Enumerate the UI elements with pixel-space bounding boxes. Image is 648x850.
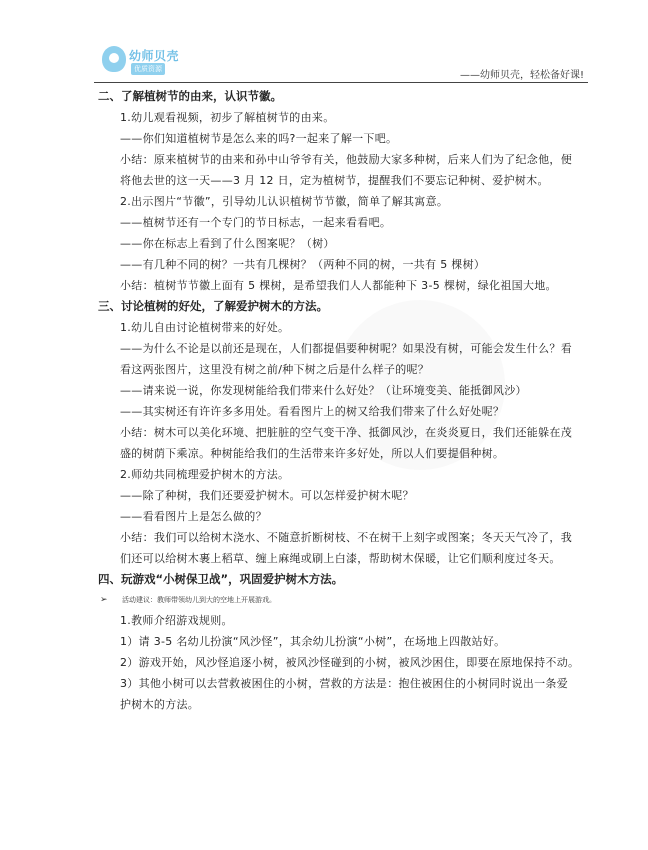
paragraph-line: 小结：我们可以给树木浇水、不随意折断树枝、不在树干上刻字或图案；冬天天气冷了，我 (120, 531, 572, 544)
paragraph-line: ——有几种不同的树？一共有几棵树？（两种不同的树，一共有 5 棵树） (120, 258, 486, 271)
paragraph-line: 盛的树荫下乘凉。种树能给我们的生活带来许多好处，所以人们要提倡种树。 (120, 447, 505, 460)
paragraph-line: 2）游戏开始，风沙怪追逐小树，被风沙怪碰到的小树，被风沙困住，即要在原地保持不动。 (120, 656, 580, 669)
shell-logo-icon (102, 46, 126, 72)
paragraph-line: 1）请 3-5 名幼儿扮演“风沙怪”，其余幼儿扮演“小树”，在场地上四散站好。 (120, 635, 506, 648)
paragraph-line: 看这两张图片，这里没有树之前/种下树之后是什么样子的呢？ (120, 363, 430, 376)
paragraph-line: 们还可以给树木裹上稻草、缠上麻绳或刷上白漆，帮助树木保暖，让它们顺利度过冬天。 (120, 552, 561, 565)
paragraph-line: 1.教师介绍游戏规则。 (120, 614, 233, 627)
paragraph-line: ——看看图片上是怎么做的？ (120, 510, 267, 523)
header-divider (94, 82, 588, 83)
section-heading: 四、玩游戏“小树保卫战”，巩固爱护树木方法。 (98, 572, 344, 586)
paragraph-line: 1.幼儿观看视频，初步了解植树节的由来。 (120, 111, 335, 124)
paragraph-line: ——请来说一说，你发现树能给我们带来什么好处？（让环境变美、能抵御风沙） (120, 384, 527, 397)
logo-name: 幼师贝壳 (129, 49, 180, 63)
logo (102, 46, 184, 76)
paragraph-line: ——植树节还有一个专门的节日标志，一起来看看吧。 (120, 216, 392, 229)
paragraph-line: ——你在标志上看到了什么图案呢？（树） (120, 237, 335, 250)
section-heading: 二、了解植树节的由来，认识节徽。 (98, 89, 282, 103)
paragraph-line: ——为什么不论是以前还是现在，人们都提倡要种树呢？如果没有树，可能会发生什么？看 (120, 342, 572, 355)
paragraph-line: 小结：树木可以美化环境、把脏脏的空气变干净、抵御风沙，在炎炎夏日，我们还能躲在茂 (120, 426, 572, 439)
logo-subtitle: 优质资源 (131, 63, 165, 75)
paragraph-line: 3）其他小树可以去营救被困住的小树，营救的方法是：抱住被困住的小树同时说出一条爱 (120, 677, 568, 690)
paragraph-line: ——其实树还有许许多多用处。看看图片上的树又给我们带来了什么好处呢？ (120, 405, 505, 418)
paragraph-line: ——你们知道植树节是怎么来的吗?一起来了解一下吧。 (120, 132, 398, 145)
paragraph-line: 2.出示图片“节徽”，引导幼儿认识植树节节徽，简单了解其寓意。 (120, 195, 449, 208)
paragraph-line: 1.幼儿自由讨论植树带来的好处。 (120, 321, 290, 334)
paragraph-line: 小结：原来植树节的由来和孙中山爷爷有关，他鼓励大家多种树，后来人们为了纪念他，便 (120, 153, 572, 166)
paragraph-line: ——除了种树，我们还要爱护树木。可以怎样爱护树木呢？ (120, 489, 414, 502)
paragraph-line: 将他去世的这一天——3 月 12 日，定为植树节，提醒我们不要忘记种树、爱护树木。 (120, 174, 549, 187)
arrow-bullet-icon: ➢ (100, 595, 108, 605)
activity-tip-text: 活动建议：教师带领幼儿到大的空地上开展游戏。 (122, 596, 276, 604)
paragraph-line: 护树木的方法。 (120, 698, 200, 711)
header-slogan: ——幼师贝壳，轻松备好课! (459, 70, 584, 81)
section-heading: 三、讨论植树的好处，了解爱护树木的方法。 (98, 299, 328, 313)
paragraph-line: 2.师幼共同梳理爱护树木的方法。 (120, 468, 290, 481)
document-body (98, 86, 586, 715)
paragraph-line: 小结：植树节节徽上面有 5 棵树，是希望我们人人都能种下 3-5 棵树，绿化祖国大地。 (120, 279, 557, 292)
activity-tip (98, 590, 586, 610)
